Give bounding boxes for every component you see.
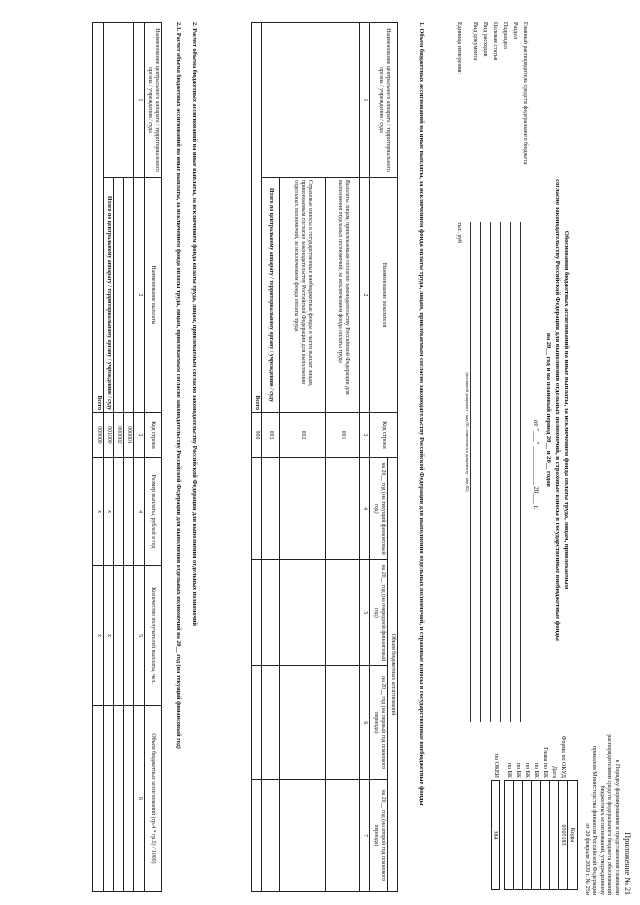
title-line: Обоснования бюджетных ассигнований на иные выплаты, за исключением фонда оплаты труда, лицам, привлекаемым bbox=[563, 230, 570, 590]
value-cell bbox=[280, 560, 326, 666]
section1-heading: 1. Объем бюджетных ассигнований на иные выплаты, за исключением фонда оплаты труда, лицам, привлекаемым согласно законодательству Российской Федерации для выполнения отдельных полномочий, и страховые взносы в государственные внебюджетные фонды bbox=[418, 22, 425, 806]
value-cell bbox=[124, 566, 134, 706]
unit-field bbox=[454, 22, 464, 762]
value-cell bbox=[262, 779, 280, 891]
code-cell: 000001 bbox=[124, 413, 134, 458]
t1-header-next: на 20__ год (на очередной финансовый год) bbox=[370, 560, 387, 666]
t2-header-count: Количество получателей выплаты, чел. bbox=[144, 566, 161, 706]
code-label: Дата bbox=[551, 766, 557, 778]
field-line bbox=[500, 222, 510, 722]
col-number: 2 bbox=[360, 178, 370, 413]
indicator-cell: Выплаты лицам, привлекаемым согласно законодательству Российской Федерации для выполнения отдельных полномочий, за исключением фонда оплаты труда bbox=[326, 178, 360, 413]
field-line bbox=[470, 222, 480, 722]
value-cell bbox=[113, 458, 123, 566]
title-line: согласно законодательству Российской Федерации для выполнения отдельных полномочий, и страховые взносы в государственные внебюджетные фонды bbox=[553, 179, 561, 641]
value-cell bbox=[124, 705, 134, 891]
value-cell bbox=[326, 560, 360, 666]
col-number: 3 bbox=[360, 413, 370, 458]
header-field bbox=[520, 22, 530, 762]
code-cell: 002 bbox=[280, 413, 326, 458]
value-cell bbox=[326, 458, 360, 560]
code-cell: 001 bbox=[326, 413, 360, 458]
code-cell: 001000 bbox=[103, 413, 113, 458]
field-label: Раздел bbox=[512, 22, 518, 39]
t1-header-org: Наименование центрального аппарата / территориального органа / учреждения / суда bbox=[370, 23, 398, 178]
total-row bbox=[251, 23, 261, 892]
title-line: на 20__ год и на плановый период 20__ и 20__ годов bbox=[544, 333, 552, 487]
field-line bbox=[510, 222, 520, 722]
value-cell bbox=[280, 458, 326, 560]
x-mark: x bbox=[103, 458, 113, 566]
unit-label: Единица измерения: bbox=[456, 22, 463, 75]
value-cell bbox=[113, 566, 123, 706]
code-cell: 009000 bbox=[93, 413, 103, 458]
doc-type-hint: (основной документ - код 01; изменения к документу - код 02) bbox=[465, 372, 470, 492]
code-label: Глава по БК bbox=[542, 747, 548, 778]
value-cell bbox=[326, 779, 360, 891]
code-value: 0505183 bbox=[558, 780, 567, 890]
header-fields bbox=[454, 22, 530, 762]
appendix-line: бюджетных ассигнований, утвержденному bbox=[599, 785, 605, 895]
section2-heading: 2. Расчет объема бюджетных ассигнований на иные выплаты, за исключением фонда оплаты труда, лицам, привлекаемым согласно законодательству Российской Федерации для выполнения отдельных полномочий bbox=[191, 22, 198, 626]
x-mark: x bbox=[93, 458, 103, 566]
appendix-number: Приложение № 21 bbox=[623, 832, 632, 895]
t2-header-org: Наименование центрального аппарата / территориального органа / учреждения / суда bbox=[144, 23, 161, 178]
field-label: Вид документа bbox=[472, 22, 478, 61]
total-label: Всего bbox=[251, 23, 261, 413]
t1-header-indicator: Наименование показателя bbox=[370, 178, 398, 413]
t2-header-volume: Объем бюджетных ассигнований (гр.4 * гр.5) / 1000) bbox=[144, 705, 161, 891]
col-number: 1 bbox=[360, 23, 370, 178]
code-value bbox=[513, 780, 522, 890]
code-value bbox=[522, 780, 531, 890]
code-cell: 003 bbox=[262, 413, 280, 458]
okei-value: 384 bbox=[491, 780, 500, 890]
appendix-block bbox=[583, 655, 633, 895]
field-line bbox=[520, 222, 530, 722]
value-cell bbox=[113, 705, 123, 891]
col-number: 7 bbox=[360, 779, 370, 891]
col-number: 3 bbox=[134, 413, 144, 458]
code-value bbox=[504, 780, 513, 890]
header-field bbox=[470, 22, 480, 762]
code-label: Форма по ОКУД bbox=[560, 735, 566, 778]
col-number: 5 bbox=[134, 566, 144, 706]
col-number: 6 bbox=[360, 666, 370, 779]
table-row bbox=[326, 23, 360, 892]
field-line bbox=[480, 222, 490, 722]
t2-header-payment: Наименование выплаты bbox=[144, 178, 161, 413]
org-cell bbox=[103, 23, 134, 178]
value-cell bbox=[124, 458, 134, 566]
total-row bbox=[93, 23, 103, 892]
codes-table bbox=[491, 735, 578, 890]
code-cell: 900 bbox=[251, 413, 261, 458]
code-label: по БК bbox=[506, 762, 512, 778]
value-cell bbox=[251, 458, 261, 560]
codes-header: Коды bbox=[567, 780, 578, 890]
x-mark: x bbox=[93, 566, 103, 706]
indicator-cell: Страховые взносы в государственные внебюджетные фонды в части выплат лицам, привлекаемым согласно законодательству Российской Федерации для выполнения отдельных полномочий, за исключением фонда оплаты труда bbox=[280, 178, 326, 413]
code-cell: 000002 bbox=[113, 413, 123, 458]
table2 bbox=[92, 22, 162, 892]
col-number: 6 bbox=[134, 705, 144, 891]
t2-header-size: Размер выплаты, рублей в год bbox=[144, 458, 161, 566]
unit-value: тыс. руб bbox=[456, 222, 463, 244]
section21-heading: 2.1. Расчет объема бюджетных ассигнований на иные выплаты, за исключением фонда оплаты труда, лицам, привлекаемым согласно законодательству Российской Федерации для выполнения отдельных полномочий на 20__ год (на текущий финансовый год) bbox=[175, 22, 182, 749]
col-number: 2 bbox=[134, 178, 144, 413]
okei-label: по ОКЕИ bbox=[493, 753, 499, 778]
total-label: Всего bbox=[93, 23, 103, 413]
org-cell bbox=[262, 23, 360, 178]
date-line: от "___" ___________ 20___ г. bbox=[532, 420, 540, 510]
value-cell bbox=[251, 779, 261, 891]
table1 bbox=[251, 22, 398, 892]
value-cell bbox=[251, 560, 261, 666]
payment-cell bbox=[113, 178, 123, 413]
code-label: по БК bbox=[533, 762, 539, 778]
payment-cell bbox=[124, 178, 134, 413]
appendix-line: от 20 февраля 2020 г. № 25н bbox=[584, 823, 590, 895]
code-label: по БК bbox=[524, 762, 530, 778]
value-cell bbox=[103, 705, 113, 891]
value-cell bbox=[262, 458, 280, 560]
field-label: Целевая статья bbox=[492, 22, 498, 61]
t1-header-current: на 20__ год (на текущий финансовый год) bbox=[370, 458, 387, 560]
value-cell bbox=[262, 560, 280, 666]
indicator-cell: Итого по центральному аппарату / территориальному органу / учреждению / суду bbox=[262, 178, 280, 413]
header-field bbox=[510, 22, 520, 762]
header-field bbox=[490, 22, 500, 762]
t1-header-second: на 20__ год (на второй год планового периода) bbox=[370, 779, 387, 891]
value-cell bbox=[326, 666, 360, 779]
document-title bbox=[542, 150, 570, 670]
col-number: 4 bbox=[134, 458, 144, 566]
code-label: по БК bbox=[515, 762, 521, 778]
col-number: 4 bbox=[360, 458, 370, 560]
field-label: Главный распорядитель средств федерального бюджета bbox=[522, 22, 528, 165]
col-number: 1 bbox=[134, 23, 144, 178]
value-cell bbox=[280, 666, 326, 779]
header-field bbox=[500, 22, 510, 762]
value-cell bbox=[280, 779, 326, 891]
code-value bbox=[531, 780, 540, 890]
code-value bbox=[540, 780, 549, 890]
t1-header-group: Объем бюджетных ассигнований bbox=[387, 458, 397, 892]
appendix-line: распорядителями средств федерального бюджета обоснований bbox=[606, 734, 613, 895]
table-row bbox=[124, 23, 134, 892]
x-mark: x bbox=[103, 566, 113, 706]
appendix-line: приказом Министерства финансов Российской Федерации bbox=[591, 745, 598, 895]
t1-header-first: на 20__ год (на первый год планового периода) bbox=[370, 666, 387, 779]
subtotal-label: Итого по центральному аппарату / территориальному органу / учреждению / суду bbox=[103, 178, 113, 413]
field-line bbox=[490, 222, 500, 722]
header-field bbox=[480, 22, 490, 762]
value-cell bbox=[251, 666, 261, 779]
t2-header-code: Код строки bbox=[144, 413, 161, 458]
t1-header-code: Код строки bbox=[370, 413, 398, 458]
field-label: Подраздел bbox=[502, 22, 508, 49]
field-label: Вид расходов bbox=[482, 22, 488, 57]
col-number: 5 bbox=[360, 560, 370, 666]
code-value bbox=[549, 780, 558, 890]
appendix-line: к Порядку формирования и представления главными bbox=[614, 759, 620, 895]
value-cell bbox=[93, 705, 103, 891]
value-cell bbox=[262, 666, 280, 779]
